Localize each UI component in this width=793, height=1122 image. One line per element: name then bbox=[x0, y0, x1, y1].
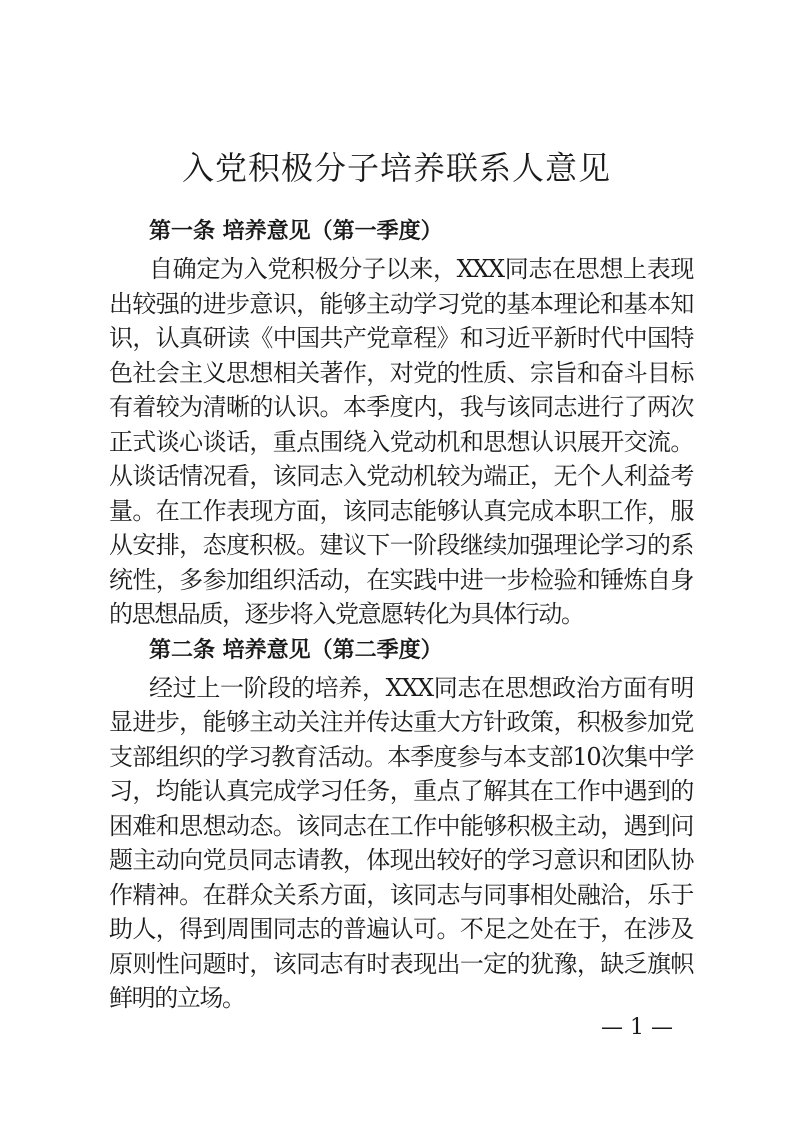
section-paragraph-1: 自确定为入党积极分子以来，XXX同志在思想上表现出较强的进步意识，能够主动学习党的基本理论和基本知识，认真研读《中国共产党章程》和习近平新时代中国特色社会主义思想相关著作，对党的性质、宗旨和奋斗目标有着较为清晰的认识。本季度内，我与该同志进行了两次正式谈心谈话，重点围绕入党动机和思想认识展开交流。从谈话情况看，该同志入党动机较为端正，无个人利益考量。在工作表现方面，该同志能够认真完成本职工作，服从安排，态度积极。建议下一阶段继续加强理论学习的系统性，多参加组织活动，在实践中进一步检验和锤炼自身的思想品质，逐步将入党意愿转化为具体行动。 bbox=[109, 255, 693, 628]
document-title: 入党积极分子培养联系人意见 bbox=[181, 149, 611, 187]
section-heading-1: 第一条 培养意见（第一季度） bbox=[149, 219, 443, 244]
document-body bbox=[109, 214, 693, 1016]
section-heading-2: 第二条 培养意见（第二季度） bbox=[149, 637, 443, 663]
section-paragraph-2: 经过上一阶段的培养，XXX同志在思想政治方面有明显进步，能够主动关注并传达重大方针政策，积极参加党支部组织的学习教育活动。本季度参与本支部10次集中学习，均能认真完成学习任务，重点了解其在工作中遇到的困难和思想动态。该同志在工作中能够积极主动，遇到问题主动向党员同志请教，体现出较好的学习意识和团队协作精神。在群众关系方面，该同志与同事相处融洽，乐于助人，得到周围同志的普遍认可。不足之处在于，在涉及原则性问题时，该同志有时表现出一定的犹豫，缺乏旗帜鲜明的立场。 bbox=[109, 673, 693, 1012]
page-number: — 1 — bbox=[601, 1015, 673, 1040]
